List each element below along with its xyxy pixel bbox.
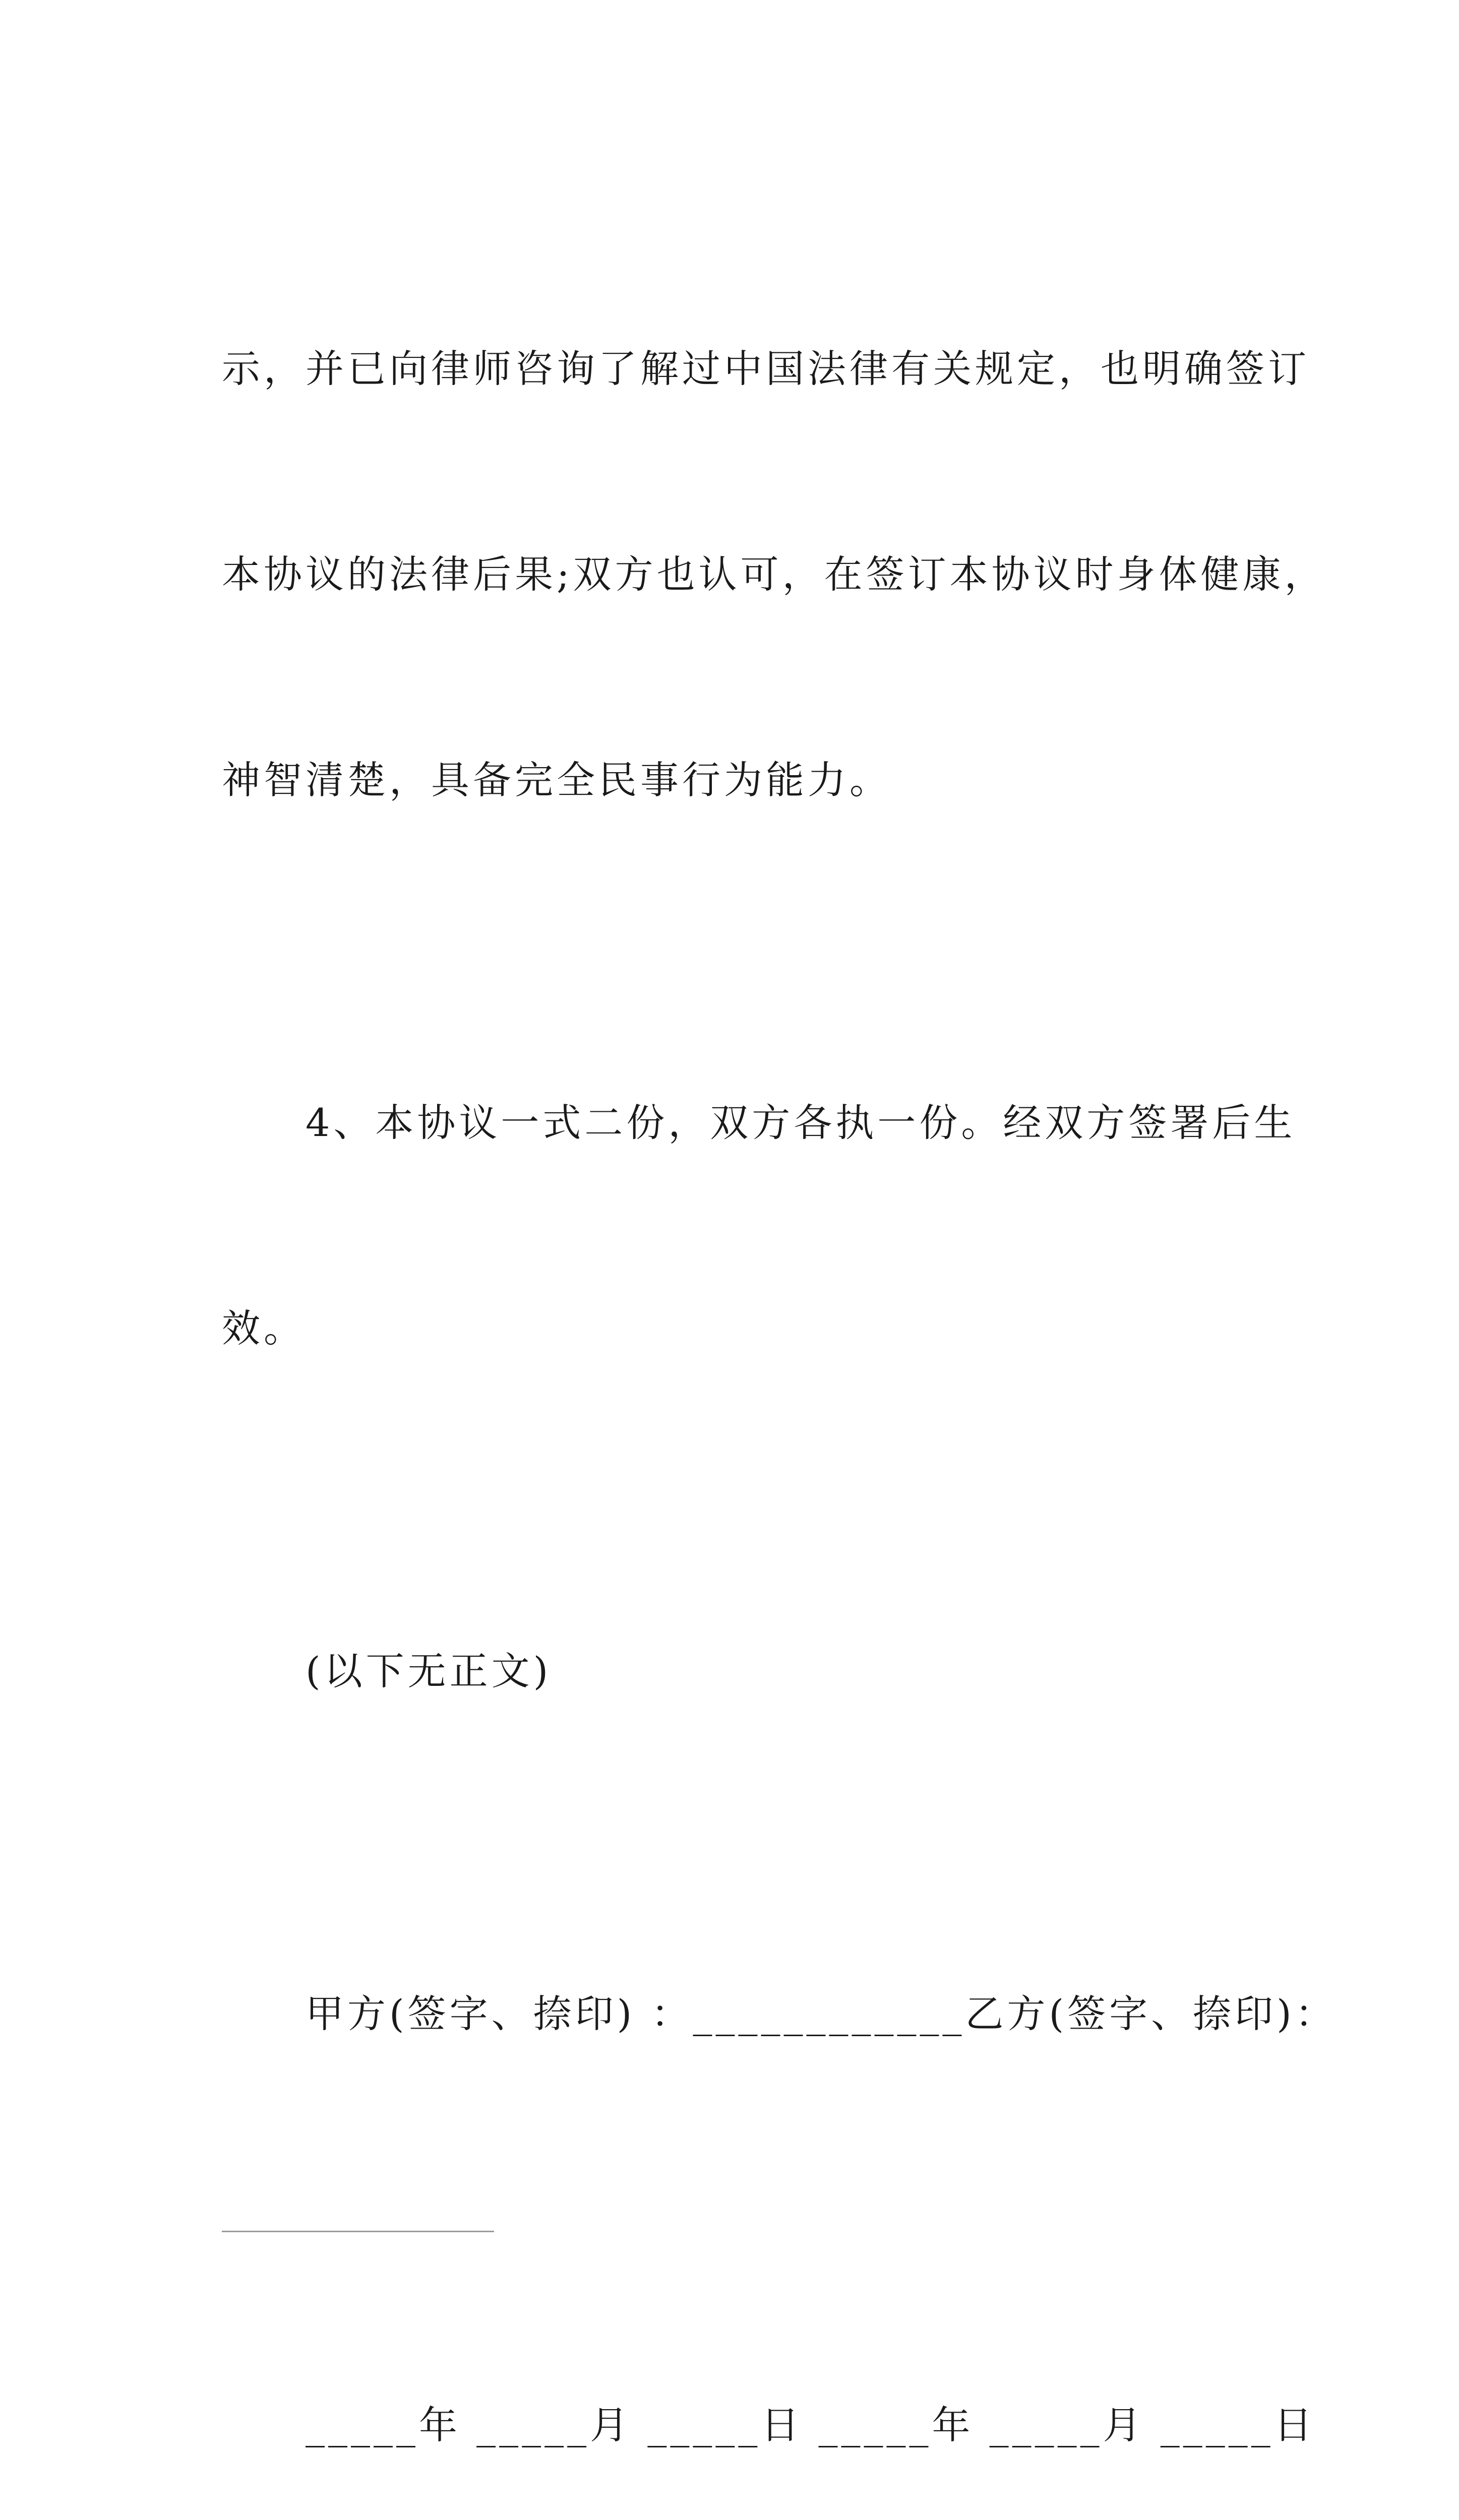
text-line: 本协议的法律后果;双方也认可，在签订本协议时身体健康， <box>222 552 1326 597</box>
signature-rule <box>222 2185 494 2232</box>
date-line: _____年 _____月 _____日 _____年 _____月 _____日 <box>306 2403 1316 2447</box>
signature-line: 甲方(签字、捺印) ：____________乙方(签字、捺印)： <box>306 1991 1337 2036</box>
text-line: (以下无正文) <box>306 1649 552 1693</box>
document-body <box>222 198 1337 2520</box>
paragraph <box>222 952 1296 1500</box>
signature-continuation <box>222 2185 1250 2254</box>
paragraph <box>222 1500 1250 1843</box>
text-line: 效。 <box>222 1306 306 1351</box>
paragraph <box>222 198 1326 952</box>
text-line: 示，并已向律师咨询了解过中国法律有关规定，也明确签订 <box>222 346 1310 391</box>
date-paragraph <box>222 2254 1316 2520</box>
text-line: 神智清楚，具备完全民事行为能力。 <box>222 758 891 802</box>
signature-paragraph <box>222 1843 1337 2185</box>
text-line: 4、本协议一式二份，双方各执一份。经双方签署后生 <box>306 1100 1296 1145</box>
